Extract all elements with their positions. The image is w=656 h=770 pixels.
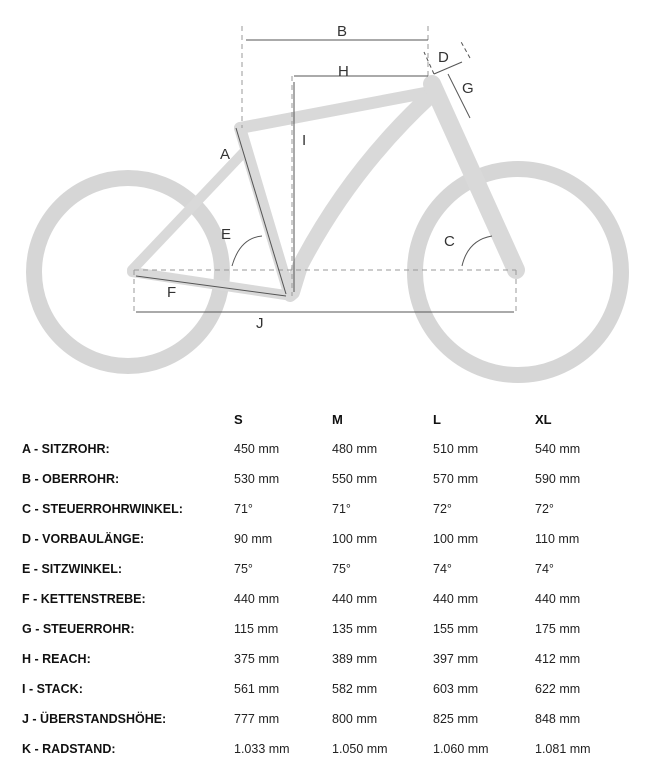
table-cell: 135 mm	[332, 622, 378, 636]
dimension-line-d-ext	[424, 52, 434, 74]
table-cell: 74°	[535, 562, 554, 576]
table-row	[22, 584, 615, 614]
table-cell: 1.050 mm	[332, 742, 388, 756]
table-cell: 777 mm	[234, 712, 280, 726]
row-label: A - SITZROHR:	[22, 442, 110, 456]
label-h: H	[338, 63, 349, 80]
table-cell: 74°	[433, 562, 452, 576]
table-cell: 75°	[332, 562, 351, 576]
header-empty	[22, 404, 234, 434]
table-cell: 800 mm	[332, 712, 378, 726]
row-label: F - KETTENSTREBE:	[22, 592, 146, 606]
label-g: G	[462, 80, 474, 97]
table-cell: 825 mm	[433, 712, 479, 726]
row-label: I - STACK:	[22, 682, 83, 696]
table-row	[22, 734, 615, 764]
table-row	[22, 674, 615, 704]
table-cell: 540 mm	[535, 442, 581, 456]
table-row	[22, 554, 615, 584]
table-cell: 75°	[234, 562, 253, 576]
size-header: M	[332, 411, 343, 427]
label-a: A	[220, 146, 231, 163]
row-label: B - OBERROHR:	[22, 472, 120, 486]
table-cell: 1.033 mm	[234, 742, 290, 756]
table-cell: 100 mm	[332, 532, 378, 546]
table-cell: 603 mm	[433, 682, 479, 696]
table-row	[22, 494, 615, 524]
table-row	[22, 614, 615, 644]
label-i: I	[302, 132, 307, 149]
table-header-row	[22, 404, 615, 434]
table-cell: 389 mm	[332, 652, 378, 666]
table-cell: 550 mm	[332, 472, 378, 486]
row-label: C - STEUERROHRWINKEL:	[22, 502, 183, 516]
table-cell: 622 mm	[535, 682, 581, 696]
label-d: D	[438, 49, 449, 66]
angle-arc-e	[232, 236, 262, 266]
table-row	[22, 524, 615, 554]
table-cell: 480 mm	[332, 442, 378, 456]
table-cell: 440 mm	[332, 592, 378, 606]
table-cell: 397 mm	[433, 652, 479, 666]
table-cell: 848 mm	[535, 712, 581, 726]
table-cell: 412 mm	[535, 652, 581, 666]
size-header: XL	[535, 411, 552, 427]
table-row	[22, 464, 615, 494]
dimension-line-d-ext2	[460, 40, 470, 58]
table-cell: 590 mm	[535, 472, 581, 486]
table-cell: 375 mm	[234, 652, 280, 666]
table-cell: 1.081 mm	[535, 742, 591, 756]
row-label: K - RADSTAND:	[22, 742, 116, 756]
dimension-line-a	[236, 128, 286, 294]
row-label: G - STEUERROHR:	[22, 622, 135, 636]
table-row	[22, 434, 615, 464]
table-cell: 582 mm	[332, 682, 378, 696]
label-c: C	[444, 233, 455, 250]
table-cell: 155 mm	[433, 622, 479, 636]
table-cell: 570 mm	[433, 472, 479, 486]
table-cell: 71°	[234, 502, 253, 516]
table-cell: 72°	[535, 502, 554, 516]
table-cell: 440 mm	[433, 592, 479, 606]
table-row	[22, 704, 615, 734]
table-cell: 100 mm	[433, 532, 479, 546]
table-cell: 110 mm	[535, 532, 580, 546]
table-cell: 510 mm	[433, 442, 479, 456]
table-cell: 561 mm	[234, 682, 280, 696]
table-cell: 1.060 mm	[433, 742, 489, 756]
row-label: D - VORBAULÄNGE:	[22, 532, 145, 546]
row-label: E - SITZWINKEL:	[22, 562, 122, 576]
table-cell: 175 mm	[535, 622, 581, 636]
table-cell: 440 mm	[234, 592, 280, 606]
table-cell: 115 mm	[234, 622, 279, 636]
size-header: L	[433, 411, 441, 427]
label-f: F	[167, 284, 177, 301]
label-e: E	[221, 226, 232, 243]
table-cell: 440 mm	[535, 592, 581, 606]
geometry-table	[22, 404, 615, 764]
label-b: B	[337, 23, 348, 40]
table-cell: 71°	[332, 502, 351, 516]
row-label: H - REACH:	[22, 652, 91, 666]
angle-arc-c	[462, 236, 492, 266]
table-row	[22, 644, 615, 674]
table-cell: 530 mm	[234, 472, 280, 486]
table-cell: 450 mm	[234, 442, 280, 456]
label-j: J	[256, 315, 264, 332]
table-cell: 90 mm	[234, 532, 273, 546]
table-cell: 72°	[433, 502, 452, 516]
row-label: J - ÜBERSTANDSHÖHE:	[22, 712, 167, 726]
size-header: S	[234, 411, 243, 427]
